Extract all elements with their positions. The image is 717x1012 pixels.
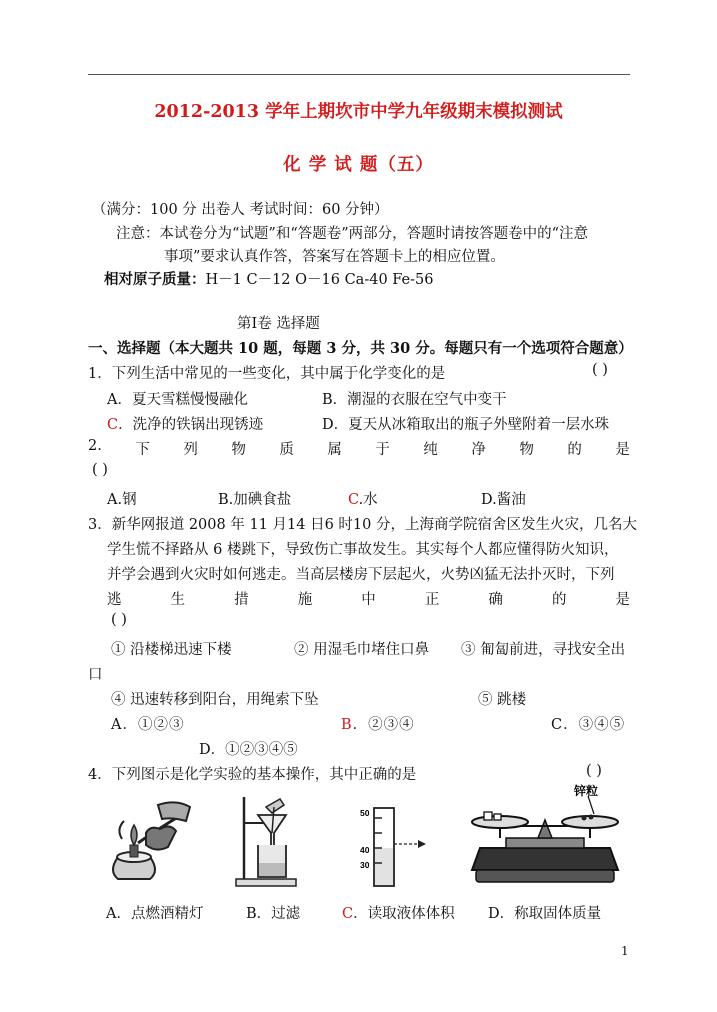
q2-char: 物 — [231, 442, 246, 458]
q3-measure-2: ② 用湿毛巾堵住口鼻 — [294, 642, 430, 658]
q2-char: 的 — [567, 442, 582, 458]
q3-line-2: 学生慌不择路从 6 楼跳下，导致伤亡事故发生。其实每个人都应懂得防火知识， — [107, 542, 619, 558]
q4-answer-paren: ( ) — [586, 763, 602, 779]
q4-option-d: D．称取固体质量 — [488, 906, 602, 922]
q4-stem: 4．下列图示是化学实验的基本操作，其中正确的是 — [88, 767, 417, 783]
q2-char: 列 — [183, 442, 198, 458]
q1-option-c — [107, 413, 263, 434]
q2-char: 是 — [615, 442, 630, 458]
q3-char: 的 — [551, 592, 567, 608]
q2-option-c-text: .水 — [358, 492, 378, 508]
q2-option-b: B.加碘食盐 — [218, 492, 292, 508]
q4-option-c-letter: C — [342, 906, 354, 922]
atomic-mass-values: H－1 C－12 O－16 Ca-40 Fe-56 — [205, 272, 434, 288]
q2-char: 下 — [135, 442, 150, 458]
atomic-mass-label: 相对原子质量： — [104, 271, 206, 288]
q3-char: 正 — [424, 592, 440, 608]
q3-measure-3: ③ 匍匐前进，寻找安全出 — [461, 642, 626, 658]
section-heading: 一、选择题（本大题共 10 题，每题 3 分，共 30 分。每题只有一个选项符合题意） — [88, 340, 633, 357]
balance-figure — [466, 782, 624, 892]
q3-char: 确 — [488, 592, 503, 608]
q3-char: 逃 — [107, 592, 122, 608]
exam-info: （满分：100 分 出卷人 考试时间：60 分钟） — [92, 202, 389, 218]
q1-option-a: A．夏天雪糕慢慢融化 — [107, 392, 248, 408]
cylinder-tick-50: 50 — [360, 808, 370, 818]
q3-char: 中 — [361, 592, 376, 608]
notice-line-1: 注意：本试卷分为“试题”和“答题卷”两部分，答题时请按答题卷中的“注意 — [116, 226, 589, 242]
q1-stem: 1．下列生活中常见的一些变化，其中属于化学变化的是 — [88, 366, 446, 382]
q3-line-1: 3．新华网报道 2008 年 11 月14 日6 时10 分，上海商学院宿舍区发生火灾，几名大 — [88, 517, 637, 533]
q4-option-b: B．过滤 — [246, 906, 301, 922]
q3-char: 施 — [297, 592, 313, 608]
notice-line-2: 事项”要求认真作答，答案写在答题卡上的相应位置。 — [164, 249, 505, 265]
q3-line-3: 并学会遇到火灾时如何逃走。当高层楼房下层起火，火势凶猛无法扑灭时，下列 — [107, 567, 615, 583]
q3-line-4 — [107, 588, 630, 609]
alcohol-lamp-figure — [98, 795, 198, 887]
q2-option-d: D.酱油 — [481, 492, 526, 508]
cylinder-tick-30: 30 — [360, 860, 370, 870]
q2-char: 纯 — [423, 442, 438, 458]
q1-option-c-text: ．洗净的铁锅出现锈迹 — [118, 417, 264, 433]
q3-char: 是 — [615, 592, 630, 608]
q3-measure-1: ① 沿楼梯迅速下楼 — [111, 642, 232, 658]
q3-option-d: D．①②③④⑤ — [199, 742, 298, 758]
q2-char: 属 — [327, 442, 342, 458]
graduated-cylinder-figure — [360, 806, 430, 890]
q3-option-c: C．③④⑤ — [551, 717, 626, 733]
q2-answer-paren: ( ) — [92, 462, 108, 478]
q3-option-a: A．①②③ — [111, 717, 185, 733]
q3-char: 措 — [234, 592, 249, 608]
q4-option-c — [342, 902, 455, 923]
q1-option-c-letter: C — [107, 417, 119, 433]
q2-char: 净 — [471, 442, 486, 458]
q2-option-a: A.钢 — [107, 492, 137, 508]
volume-heading: 第Ⅰ卷 选择题 — [237, 316, 320, 332]
q4-option-c-text: ．读取液体体积 — [353, 906, 455, 922]
q3-option-b-letter: B — [341, 717, 353, 733]
zinc-label: 锌粒 — [574, 784, 599, 798]
q2-stem — [88, 438, 630, 459]
header-rule — [88, 74, 630, 75]
atomic-mass-line — [104, 268, 433, 289]
q1-option-d: D．夏天从冰箱取出的瓶子外壁附着一层水珠 — [322, 417, 610, 433]
q1-answer-paren: ( ) — [592, 362, 608, 378]
q3-measure-5: ⑤ 跳楼 — [478, 692, 527, 708]
q2-char: 物 — [519, 442, 534, 458]
q2-char: 质 — [279, 442, 294, 458]
q3-char: 生 — [170, 592, 186, 608]
q2-option-c — [348, 488, 378, 509]
q3-measure-3-cont: 口 — [88, 667, 103, 683]
q3-option-b — [341, 713, 415, 734]
page-number: 1 — [621, 944, 629, 958]
q1-option-b: B．潮湿的衣服在空气中变干 — [322, 392, 507, 408]
cylinder-tick-40: 40 — [360, 845, 370, 855]
exam-subtitle: 化 学 试 题（五） — [283, 155, 434, 175]
exam-title: 2012-2013 学年上期坎市中学九年级期末模拟测试 — [154, 102, 563, 122]
q3-option-b-text: ．②③④ — [352, 717, 415, 733]
q4-option-a: A．点燃酒精灯 — [106, 906, 204, 922]
q2-option-c-letter: C — [348, 492, 359, 508]
q2-char: 2. — [88, 438, 102, 454]
filtration-figure — [228, 793, 308, 889]
q2-char: 于 — [375, 442, 390, 458]
q3-answer-paren: ( ) — [111, 612, 127, 628]
q3-measure-4: ④ 迅速转移到阳台，用绳索下坠 — [111, 692, 319, 708]
